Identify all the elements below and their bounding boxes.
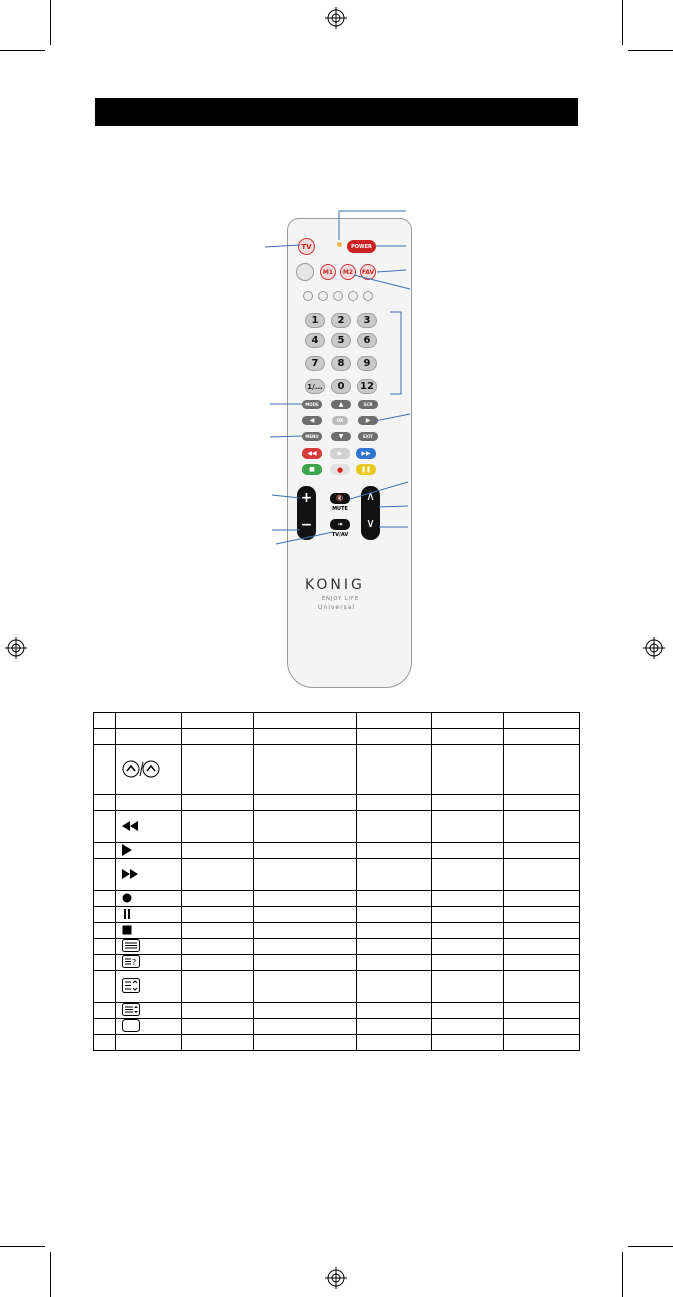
table-cell <box>504 713 580 729</box>
table-row <box>94 729 580 745</box>
table-cell <box>432 907 504 923</box>
channel-down-icon: ∨ <box>366 516 375 530</box>
table-cell <box>253 939 357 955</box>
table-cell <box>181 1035 253 1051</box>
table-row <box>94 955 580 971</box>
tvav-button[interactable]: ⇥ <box>330 519 350 530</box>
table-cell <box>94 1003 116 1019</box>
table-cell <box>432 859 504 891</box>
table-cell <box>115 907 181 923</box>
table-cell <box>115 1035 181 1051</box>
table-cell <box>181 955 253 971</box>
table-cell <box>357 745 432 795</box>
digit-label: 6 <box>363 335 371 346</box>
table-cell <box>181 971 253 1003</box>
table-cell <box>115 729 181 745</box>
play-icon <box>122 844 132 858</box>
right-button[interactable]: ▶ <box>358 416 378 425</box>
table-cell <box>181 891 253 907</box>
table-cell <box>253 1003 357 1019</box>
table-cell <box>504 971 580 1003</box>
table-cell <box>115 1003 181 1019</box>
table-row <box>94 891 580 907</box>
table-cell <box>357 971 432 1003</box>
table-cell <box>94 971 116 1003</box>
table-cell <box>115 955 181 971</box>
table-cell <box>94 795 116 811</box>
table-cell <box>94 955 116 971</box>
table-cell <box>181 1019 253 1035</box>
menu-label: MENU <box>305 434 319 439</box>
teletext-size-icon <box>122 978 140 995</box>
table-cell <box>94 843 116 859</box>
volume-up-icon: + <box>300 490 313 506</box>
table-cell <box>357 907 432 923</box>
table-cell <box>504 745 580 795</box>
digit-label: 5 <box>337 335 345 346</box>
table-cell <box>115 923 181 939</box>
table-cell <box>253 713 357 729</box>
mode-label: MODE <box>305 402 319 407</box>
channel-up-down-icon <box>122 760 160 780</box>
table-cell <box>253 971 357 1003</box>
table-cell <box>115 1019 181 1035</box>
up-button[interactable]: ▲ <box>331 400 351 409</box>
digit-label: 0 <box>337 381 345 392</box>
table-cell <box>94 729 116 745</box>
table-cell <box>504 955 580 971</box>
table-cell <box>115 939 181 955</box>
digit-label: 4 <box>311 335 319 346</box>
table-cell <box>94 713 116 729</box>
table-cell <box>115 843 181 859</box>
stop-icon <box>122 925 132 937</box>
table-row <box>94 713 580 729</box>
table-cell <box>432 923 504 939</box>
table-cell <box>504 1035 580 1051</box>
table-cell <box>181 795 253 811</box>
table-cell <box>253 745 357 795</box>
table-cell <box>432 971 504 1003</box>
fast-forward-button[interactable]: ▶▶ <box>356 448 376 459</box>
teletext-icon <box>122 939 140 954</box>
table-cell <box>357 1019 432 1035</box>
table-cell <box>94 859 116 891</box>
table-cell <box>504 1019 580 1035</box>
table-cell <box>115 971 181 1003</box>
table-cell <box>253 795 357 811</box>
table-cell <box>94 1019 116 1035</box>
table-cell <box>432 891 504 907</box>
table-cell <box>504 859 580 891</box>
rewind-icon <box>122 821 138 833</box>
table-cell <box>504 811 580 843</box>
scr-label: SCR <box>363 402 373 407</box>
digit-label: 2 <box>337 315 345 326</box>
table-cell <box>94 1035 116 1051</box>
play-button[interactable]: ▶ <box>330 448 350 459</box>
registration-mark-icon <box>325 1267 347 1289</box>
table-cell <box>357 1003 432 1019</box>
table-cell <box>253 1035 357 1051</box>
m2-button-label: M2 <box>342 268 354 276</box>
table-cell <box>504 891 580 907</box>
table-cell <box>115 891 181 907</box>
digit-label: 12 <box>360 381 374 392</box>
table-cell <box>357 891 432 907</box>
digit-label: 3 <box>363 315 371 326</box>
power-button-label: POWER <box>351 243 372 250</box>
table-cell <box>253 1019 357 1035</box>
table-cell <box>94 811 116 843</box>
table-cell <box>181 1003 253 1019</box>
exit-label: EXIT <box>362 434 374 439</box>
table-cell <box>181 859 253 891</box>
mute-label: MUTE <box>332 506 348 512</box>
table-cell <box>115 795 181 811</box>
tv-button-label: TV <box>301 242 312 251</box>
digit-label: 1/... <box>307 382 323 391</box>
table-cell <box>253 843 357 859</box>
record-button[interactable]: ● <box>330 464 350 475</box>
table-cell <box>181 729 253 745</box>
table-cell <box>504 795 580 811</box>
table-cell <box>253 859 357 891</box>
brand-logo: KONIG <box>305 577 365 593</box>
table-cell <box>94 923 116 939</box>
table-cell <box>432 1003 504 1019</box>
table-row <box>94 745 580 795</box>
table-cell <box>504 843 580 859</box>
table-cell <box>357 795 432 811</box>
table-cell <box>432 1019 504 1035</box>
table-cell <box>115 745 181 795</box>
table-cell <box>504 907 580 923</box>
table-row <box>94 843 580 859</box>
down-button[interactable]: ▼ <box>331 432 351 441</box>
table-cell <box>253 891 357 907</box>
table-cell <box>253 811 357 843</box>
channel-up-icon: ∧ <box>366 489 375 503</box>
table-cell <box>357 859 432 891</box>
table-cell <box>253 923 357 939</box>
table-cell <box>94 891 116 907</box>
table-cell <box>357 843 432 859</box>
table-cell <box>253 955 357 971</box>
tv-mode-icon <box>122 1019 140 1034</box>
table-cell <box>432 811 504 843</box>
table-cell <box>357 955 432 971</box>
table-cell <box>432 729 504 745</box>
pause-button[interactable]: ❚❚ <box>356 464 376 475</box>
svg-text:?: ? <box>131 958 137 967</box>
table-cell <box>253 729 357 745</box>
table-row <box>94 1003 580 1019</box>
digit-label: 8 <box>337 358 345 369</box>
m1-button-label: M1 <box>322 268 334 276</box>
record-icon <box>122 893 132 905</box>
table-cell <box>115 859 181 891</box>
table-cell <box>181 923 253 939</box>
table-cell <box>94 939 116 955</box>
table-row <box>94 971 580 1003</box>
table-row <box>94 907 580 923</box>
tvav-label: TV/AV <box>331 532 349 538</box>
digit-label: 7 <box>311 358 319 369</box>
rewind-button[interactable]: ◀◀ <box>302 448 322 459</box>
table-cell <box>504 1003 580 1019</box>
table-cell <box>432 939 504 955</box>
table-cell <box>181 713 253 729</box>
table-cell <box>357 811 432 843</box>
table-cell <box>357 923 432 939</box>
table-cell <box>357 939 432 955</box>
digit-label: 9 <box>363 358 371 369</box>
table-cell <box>504 729 580 745</box>
table-cell <box>181 907 253 923</box>
brand-tagline: ENJOY LIFE <box>322 596 359 602</box>
table-row <box>94 939 580 955</box>
table-row <box>94 923 580 939</box>
table-cell <box>94 745 116 795</box>
teletext-hold-icon <box>122 1003 140 1018</box>
table-cell <box>181 843 253 859</box>
teletext-reveal-icon <box>122 955 140 970</box>
table-cell <box>115 811 181 843</box>
table-cell <box>432 795 504 811</box>
table-cell <box>94 907 116 923</box>
brand-universal: Universal <box>318 604 356 611</box>
table-row <box>94 859 580 891</box>
fast-forward-icon <box>122 869 138 881</box>
table-row <box>94 1035 580 1051</box>
table-cell <box>357 1035 432 1051</box>
volume-down-icon: − <box>300 517 313 533</box>
fav-button-label: FAV <box>361 268 375 276</box>
stop-button[interactable]: ■ <box>302 464 322 475</box>
table-cell <box>432 713 504 729</box>
table-cell <box>504 923 580 939</box>
pause-icon <box>122 909 132 921</box>
function-table <box>93 712 580 1051</box>
table-cell <box>432 843 504 859</box>
table-row <box>94 811 580 843</box>
table-cell <box>181 811 253 843</box>
table-cell <box>432 745 504 795</box>
table-cell <box>181 745 253 795</box>
left-button[interactable]: ◀ <box>302 416 322 425</box>
table-cell <box>115 713 181 729</box>
mute-button[interactable]: 🔇 <box>330 493 350 504</box>
table-cell <box>432 955 504 971</box>
table-row <box>94 795 580 811</box>
table-row <box>94 1019 580 1035</box>
table-cell <box>253 907 357 923</box>
digit-label: 1 <box>311 315 319 326</box>
table-cell <box>432 1035 504 1051</box>
table-cell <box>504 939 580 955</box>
table-cell <box>357 713 432 729</box>
table-cell <box>357 729 432 745</box>
ok-label: OK <box>336 418 344 423</box>
table-cell <box>181 939 253 955</box>
